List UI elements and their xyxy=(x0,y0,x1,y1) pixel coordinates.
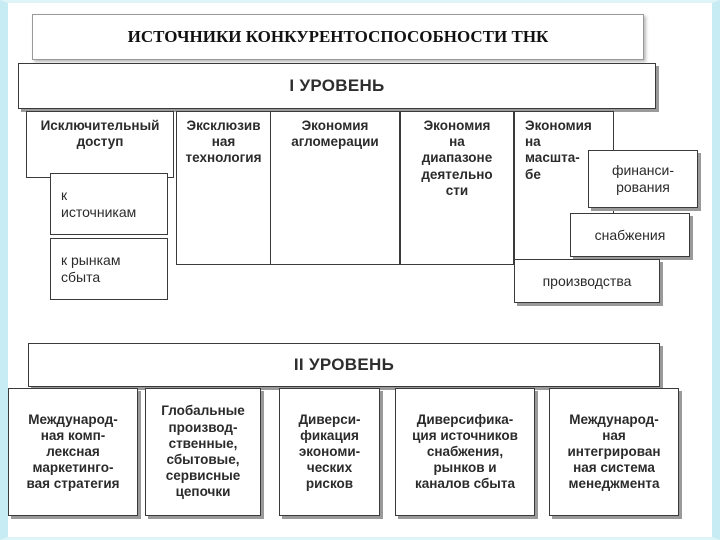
to-markets-box: к рынкам сбыта xyxy=(50,238,168,300)
scale-economy-box: Экономия на масшта- бе xyxy=(514,111,614,265)
level-2-header: II УРОВЕНЬ xyxy=(28,343,660,387)
level-2-item-management: Международ- ная интегрирован ная система менеджмента xyxy=(549,388,679,516)
production-box: производства xyxy=(514,259,660,303)
exclusive-technology-box: Эксклюзив ная технология xyxy=(176,111,271,265)
level-2-item-marketing: Международ- ная комп- лексная маркетинго- вая стратегия xyxy=(8,388,138,516)
level-2-item-diversification: Диверсифика- ция источников снабжения, рынков и каналов сбыта xyxy=(395,388,535,516)
level-2-item-chains: Глобальные производ- ственные, сбытовые, сервисные цепочки xyxy=(145,388,261,516)
level-1-header: I УРОВЕНЬ xyxy=(18,63,656,109)
agglomeration-economy-box: Экономия агломерации xyxy=(270,111,400,265)
exclusive-access-box: Исключительный доступ xyxy=(26,111,174,178)
level-2-item-risks: Диверси- фикация экономи- ческих рисков xyxy=(279,388,380,516)
scope-economy-box: Экономия на диапазоне деятельно сти xyxy=(400,111,514,265)
financing-box: финанси- рования xyxy=(588,150,698,208)
supply-box: снабжения xyxy=(570,213,690,257)
to-sources-box: к источникам xyxy=(50,173,168,235)
diagram-title: ИСТОЧНИКИ КОНКУРЕНТОСПОСОБНОСТИ ТНК xyxy=(32,14,644,60)
